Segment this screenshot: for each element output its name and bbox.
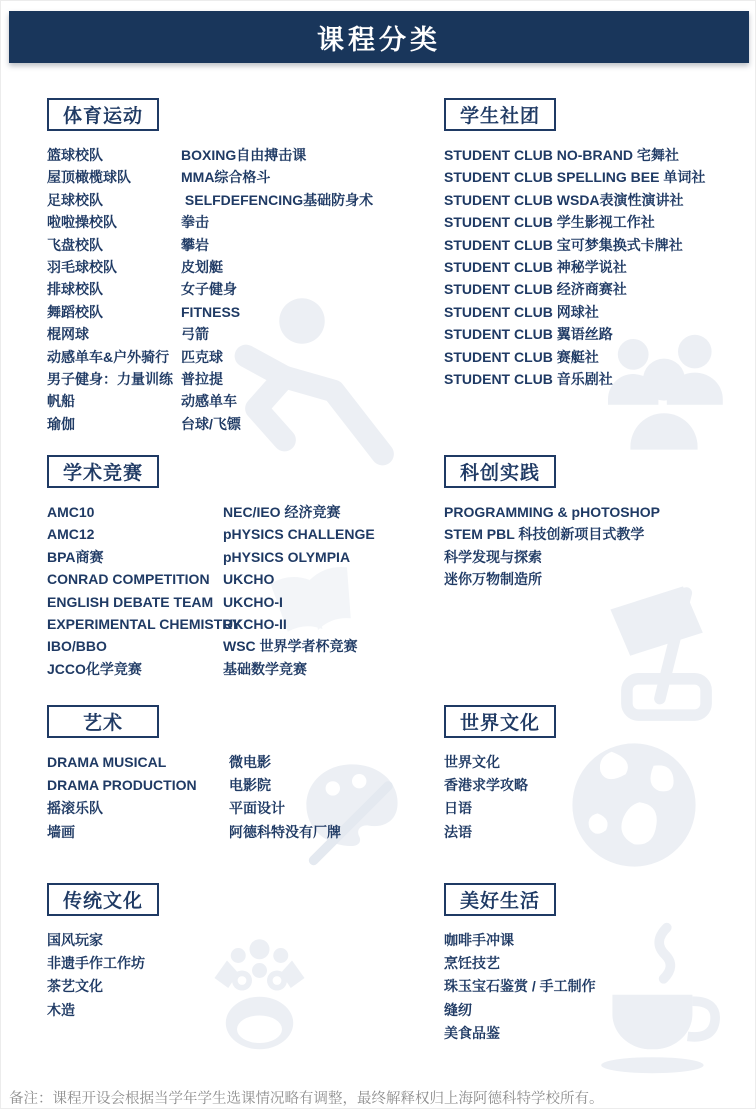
list-item: NEC/IEO 经济竞赛 [223,504,341,520]
section-title: 艺术 [82,713,123,734]
course-list [47,144,181,435]
list-item: 瑜伽 [47,415,75,432]
section-title: 体育运动 [62,106,143,127]
list-item: 台球/飞镖 [181,415,241,432]
section-clubs [444,98,705,390]
list-item: 拳击 [181,214,209,231]
course-list [444,929,596,1045]
list-item: MMA综合格斗 [181,169,271,186]
list-item: BPA商赛 [47,548,104,565]
section-title-box [47,98,159,131]
list-item: 香港求学攻略 [444,777,528,794]
list-item: 羽毛球校队 [47,259,117,276]
list-item: WSC 世界学者杯竞赛 [223,638,358,655]
list-item: 排球校队 [47,281,103,298]
list-item: SELFDEFENCING基础防身术 [181,191,374,208]
list-item: 迷你万物制造所 [444,571,542,588]
list-item: STEM PBL 科技创新项目式教学 [444,526,645,543]
list-item: BOXING自由搏击课 [181,147,307,163]
list-item: STUDENT CLUB 音乐剧社 [444,371,613,388]
list-item: STUDENT CLUB 经济商赛社 [444,281,627,298]
section-title-box [47,705,159,738]
course-list [444,501,660,591]
list-item: 足球校队 [47,191,103,208]
section-title-box [444,883,556,916]
list-item: STUDENT CLUB 网球社 [444,303,599,320]
globe-icon [564,735,704,875]
footer-note: 备注：课程开设会根据当学年学生选课情况略有调整，最终解释权归上海阿德科特学校所有。 [9,1091,604,1107]
list-item: 咖啡手冲课 [444,932,514,948]
course-list [444,144,705,390]
list-item: STUDENT CLUB NO-BRAND 宅舞社 [444,147,679,163]
section-academic [47,455,375,680]
list-item: UKCHO [223,571,275,588]
section-world [444,705,556,844]
list-item: STUDENT CLUB 赛艇社 [444,348,599,365]
list-item: STUDENT CLUB 神秘学说社 [444,259,627,276]
list-item: 基础数学竞赛 [223,660,307,677]
section-title: 美好生活 [459,891,540,912]
list-item: 棍网球 [47,326,89,343]
list-item: DRAMA PRODUCTION [47,777,197,794]
list-item: 缝纫 [444,1001,472,1018]
list-item: 皮划艇 [181,259,223,276]
list-item: pHYSICS CHALLENGE [223,526,375,543]
list-item: 科学发现与探索 [444,548,542,565]
coffee-cup-icon [574,918,734,1078]
list-item: CONRAD COMPETITION [47,571,210,588]
list-item: 帆船 [47,393,75,410]
course-list [181,144,373,435]
section-title-box [444,98,556,131]
section-title: 学术竞赛 [62,463,143,484]
course-list [223,501,375,680]
section-arts [47,705,341,844]
course-list [444,751,528,844]
list-item: 珠玉宝石鉴赏 / 手工制作 [444,978,596,995]
list-item: 日语 [444,800,472,817]
list-item: 平面设计 [229,800,285,817]
section-title-box [47,455,159,488]
page-title: 课程分类 [317,24,441,55]
list-item: 阿德科特没有厂牌 [229,823,341,840]
list-item: 弓箭 [181,326,209,343]
page-header [9,11,749,63]
list-item: UKCHO-II [223,616,287,633]
list-item: 匹克球 [181,348,223,365]
list-item: STUDENT CLUB 宝可梦集换式卡牌社 [444,236,683,253]
section-tradition [47,883,159,1022]
list-item: 木造 [47,1001,75,1018]
list-item: AMC12 [47,526,95,543]
list-item: JCCO化学竞赛 [47,660,142,677]
course-list [47,501,242,680]
list-item: UKCHO-I [223,593,283,610]
list-item: AMC10 [47,504,95,520]
list-item: STUDENT CLUB WSDA表演性演讲社 [444,191,684,208]
list-item: 摇滚乐队 [47,800,103,817]
list-item: STUDENT CLUB 学生影视工作社 [444,214,655,231]
list-item: 墙画 [47,823,75,840]
list-item: 飞盘校队 [47,236,103,253]
list-item: FITNESS [181,303,241,320]
list-item: 国风玩家 [47,932,103,948]
section-title: 科创实践 [459,463,540,484]
list-item: 啦啦操校队 [47,214,117,231]
list-item: pHYSICS OLYMPIA [223,548,351,565]
list-item: 非遗手作工作坊 [47,955,145,972]
list-item: EXPERIMENTAL CHEMISTRY [47,616,242,633]
course-list [47,751,229,844]
list-item: IBO/BBO [47,638,107,655]
list-item: 世界文化 [444,754,500,770]
list-item: PROGRAMMING & pHOTOSHOP [444,504,660,520]
list-item: 女子健身 [181,281,237,298]
section-title-box [444,455,556,488]
list-item: ENGLISH DEBATE TEAM [47,593,214,610]
section-title: 学生社团 [459,106,540,127]
section-title: 世界文化 [459,713,540,734]
lion-dance-icon [197,933,322,1058]
list-item: 男子健身：力量训练 [47,371,173,388]
course-list [47,929,145,1022]
list-item: 舞蹈校队 [47,303,103,320]
list-item: STUDENT CLUB 翼语丝路 [444,326,613,343]
list-item: 美食品鉴 [444,1024,500,1041]
list-item: 普拉提 [181,371,223,388]
list-item: 攀岩 [181,236,209,253]
list-item: 动感单车 [181,393,237,410]
list-item: 屋顶橄榄球队 [47,169,131,186]
section-title-box [47,883,159,916]
list-item: 动感单车&户外骑行 [47,348,170,365]
list-item: 微电影 [229,754,271,770]
list-item: DRAMA MUSICAL [47,754,167,770]
list-item: STUDENT CLUB SPELLING BEE 单词社 [444,169,706,186]
section-sports [47,98,373,435]
section-title-box [444,705,556,738]
section-life [444,883,596,1045]
course-list [229,751,341,844]
list-item: 篮球校队 [47,147,103,163]
section-title: 传统文化 [62,891,143,912]
list-item: 茶艺文化 [47,978,103,995]
section-tech [444,455,660,591]
list-item: 电影院 [229,777,271,794]
list-item: 烹饪技艺 [444,955,500,972]
list-item: 法语 [444,823,472,840]
